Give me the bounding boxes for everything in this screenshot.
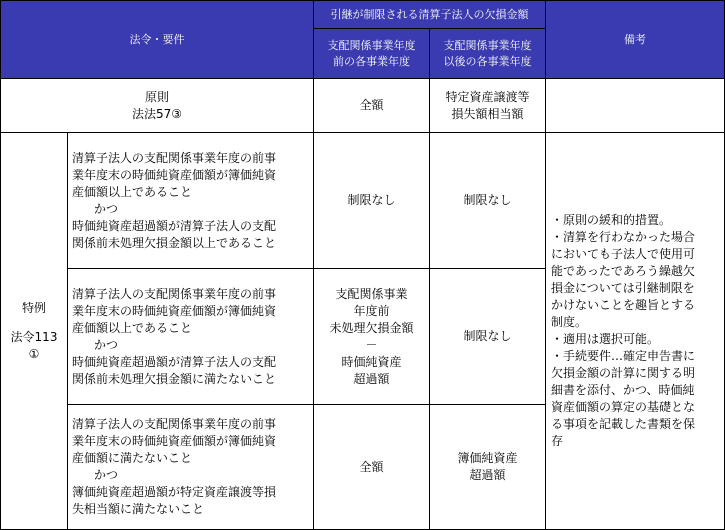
principle-label (1, 79, 314, 133)
condition-line: 時価純資産超過額が清算子法人の支配 (72, 218, 277, 233)
exception-2-before (314, 269, 430, 405)
note-line: 能であったであろう繰越欠 (551, 264, 695, 278)
condition-line: 産価額以上であること (72, 184, 193, 199)
condition-line: 業年度末の時価純資産価額が簿価純資 (72, 167, 277, 182)
principle-law-ref: 法法57③ (131, 106, 183, 121)
condition-line: 失相当額に満たないこと (72, 502, 205, 516)
condition-line: 産価額以上であること (72, 320, 193, 335)
principle-notes (546, 79, 725, 133)
note-line: ・原則の緩和的措置。 (551, 213, 672, 227)
exception-condition-2 (68, 269, 314, 405)
exception-condition-1 (68, 133, 314, 269)
header-after-line: 以後の各事業年度 (443, 54, 532, 68)
condition-line: 簿価純資産超過額が特定資産譲渡等損 (72, 485, 277, 499)
value-line: 時価純資産 (341, 354, 402, 369)
principle-after (430, 79, 546, 133)
header-before-line: 支配関係事業年度 (327, 38, 416, 52)
note-line: 損金については引継制限を (551, 281, 695, 295)
header-law: 法令・要件 (1, 1, 314, 79)
condition-line: 産価額に満たないこと (72, 451, 193, 465)
note-line: ・手続要件…確定申告書に (551, 349, 696, 363)
note-line: 制度。 (551, 315, 588, 329)
value-line: 超過額 (353, 371, 390, 386)
exception-1-after (430, 133, 546, 269)
header-after-line: 支配関係事業年度 (443, 38, 532, 52)
condition-line: 関係前未処理欠損金額以上であること (72, 235, 277, 250)
condition-line: かつ (94, 468, 119, 482)
header-before (314, 29, 430, 79)
value-line: 制限なし (347, 193, 396, 207)
condition-line: 清算子法人の支配関係事業年度の前事 (72, 150, 277, 165)
condition-line: 時価純資産超過額が清算子法人の支配 (72, 354, 277, 369)
header-before-line: 前の各事業年度 (333, 54, 410, 68)
note-line: 存 (551, 434, 564, 448)
value-line: 制限なし (463, 329, 512, 343)
condition-line: 業年度末の時価純資産価額が簿価純資 (72, 434, 277, 448)
exception-law-ref: 法令113 (10, 329, 58, 344)
exception-1-before (314, 133, 430, 269)
value-line: 未処理欠損金額 (329, 320, 414, 335)
value-line: 簿価純資産 (457, 451, 518, 465)
header-after (430, 29, 546, 79)
value-line: 支配関係事業 (335, 286, 408, 301)
note-line: 資産価額の算定の基礎とな (551, 400, 696, 414)
value-line: － (365, 337, 378, 352)
note-line: においても子法人で使用可 (551, 247, 696, 261)
condition-line: 関係前未処理欠損金額に満たないこと (72, 371, 277, 386)
principle-after-line: 特定資産譲渡等 (445, 89, 530, 104)
value-line: 制限なし (463, 193, 512, 207)
principle-label-line: 原則 (144, 89, 169, 104)
value-line: 超過額 (469, 468, 506, 482)
value-line: 全額 (359, 459, 384, 474)
exception-label (1, 133, 68, 530)
header-notes: 備考 (546, 1, 725, 79)
exception-notes (546, 133, 725, 530)
note-line: 欠損金額の計算に関する明 (551, 366, 696, 380)
exception-condition-3 (68, 405, 314, 530)
exception-3-before (314, 405, 430, 530)
note-line: かけないことを趣旨とする (551, 298, 696, 312)
principle-after-line: 損失額相当額 (451, 106, 524, 121)
value-line: 年度前 (353, 303, 390, 318)
condition-line: 清算子法人の支配関係事業年度の前事 (72, 286, 277, 301)
condition-line: 業年度末の時価純資産価額が簿価純資 (72, 303, 277, 318)
condition-line: かつ (94, 337, 119, 352)
note-line: ・適用は選択可能。 (551, 332, 660, 346)
exception-title: 特例 (21, 300, 46, 315)
condition-line: 清算子法人の支配関係事業年度の前事 (72, 417, 277, 431)
note-line: 細書を添付、かつ、時価純 (551, 383, 695, 397)
header-group-title: 引継が制限される清算子法人の欠損金額 (314, 1, 546, 29)
note-line: る事項を記載した書類を保 (551, 417, 696, 431)
exception-law-ref: ① (28, 346, 40, 361)
principle-before: 全額 (314, 79, 430, 133)
note-line: ・清算を行わなかった場合 (551, 230, 696, 244)
condition-line: かつ (94, 201, 119, 216)
exception-3-after (430, 405, 546, 530)
exception-2-after (430, 269, 546, 405)
